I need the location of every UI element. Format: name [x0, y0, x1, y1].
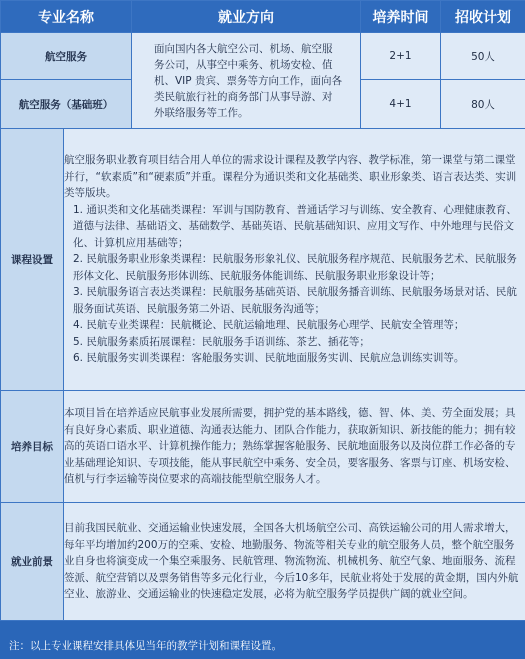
course-item: 5. 民航服务素质拓展课程：民航服务手语训练、茶艺、插花等； [73, 335, 370, 348]
direction-text: 面向国内各大航空公司、机场、航空服务公司，从事空中乘务、机场安检、值机、VIP 贵宾、票务等方向工作，面向各类民航旅行社的商务部门从事导游、对外联络服务等工作。 [154, 42, 342, 119]
courses-intro: 航空服务职业教育项目结合用人单位的需求设计课程及教学内容、教学标准，第一课堂与第二课堂并行，“软素质”和“硬素质”并重。课程分为通识类和文化基础类、职业形象类、语言表达类、实训类等版块。 [64, 154, 517, 200]
courses-row [1, 129, 525, 391]
goals-row [1, 391, 525, 503]
course-item: 3. 民航服务语言表达类课程：民航服务基础英语、民航服务播音训练、民航服务场景对话、民航服务面试英语、民航服务第二外语、民航服务沟通等； [73, 286, 517, 315]
prospects-text: 目前我国民航业、交通运输业快速发展，全国各大机场航空公司、高铁运输公司的用人需求增大，每年平均增加约200万的空乘、安检、地勤服务、物流等相关专业的航空服务人员，整个航空服务业自身也将演变成一个集空乘服务、民航管理、物流物流、机械机务、航空气象、地面服务、流程签派、航空营销以及票务销售等多元化行业，今后10多年，民航业将处于发展的黄金期，国内外航空业、旅游业、交通运输业的快速稳定发展，必将为航空服务学员提供广阔的就业空间。 [64, 503, 525, 621]
major-plan: 80人 [441, 80, 525, 129]
header-duration: 培养时间 [361, 1, 441, 33]
prospects-row [1, 503, 525, 621]
goals-label: 培养目标 [1, 391, 64, 503]
prospects-label: 就业前景 [1, 503, 64, 621]
major-name: 航空服务（基础班） [1, 80, 132, 129]
course-item: 2. 民航服务职业形象类课程：民航服务形象礼仪、民航服务程序规范、民航服务艺术、民航服务形体文化、民航服务形体训练、民航服务体能训练、民航服务职业形象设计等； [73, 253, 517, 282]
course-item: 4. 民航专业类课程：民航概论、民航运输地理、民航服务心理学、民航安全管理等； [73, 319, 465, 332]
direction-cell [132, 33, 361, 129]
footnote: 注：以上专业课程安排具体见当年的教学计划和课程设置。 [9, 640, 282, 652]
course-item: 6. 民航服务实训类课程：客舱服务实训、民航地面服务实训、民航应急训练实训等。 [73, 352, 465, 365]
course-item: 1. 通识类和文化基础类课程：军训与国防教育、普通话学习与训练、安全教育、心理健康教育、道德与法律、基础语文、基础数学、基础英语、民航基础知识、应用文写作、中外地理与民俗文化、计算机应用基础等； [73, 203, 517, 249]
major-duration: 4+1 [361, 80, 441, 129]
header-major: 专业名称 [1, 1, 132, 33]
goals-text: 本项目旨在培养适应民航事业发展所需要，拥护党的基本路线，德、智、体、美、劳全面发展；具有良好身心素质、职业道德、沟通表达能力、团队合作能力，获取新知识、新技能的能力；拥有较高的英语口语水平、计算机操作能力；熟练掌握客舱服务、民航地面服务以及岗位群工作必备的专业基础理论知识、专项技能，能从事民航空中乘务、安全员，要客服务、客票与订座、机场安检、值机与行李运输等岗位要求的高端技能型航空服务人才。 [64, 391, 525, 503]
major-name: 航空服务 [1, 33, 132, 80]
header-row [1, 1, 525, 33]
major-plan: 50人 [441, 33, 525, 80]
courses-text [64, 129, 525, 391]
header-direction: 就业方向 [132, 1, 361, 33]
major-duration: 2+1 [361, 33, 441, 80]
header-plan: 招收计划 [441, 1, 525, 33]
major-row [1, 33, 525, 80]
courses-label: 课程设置 [1, 129, 64, 391]
